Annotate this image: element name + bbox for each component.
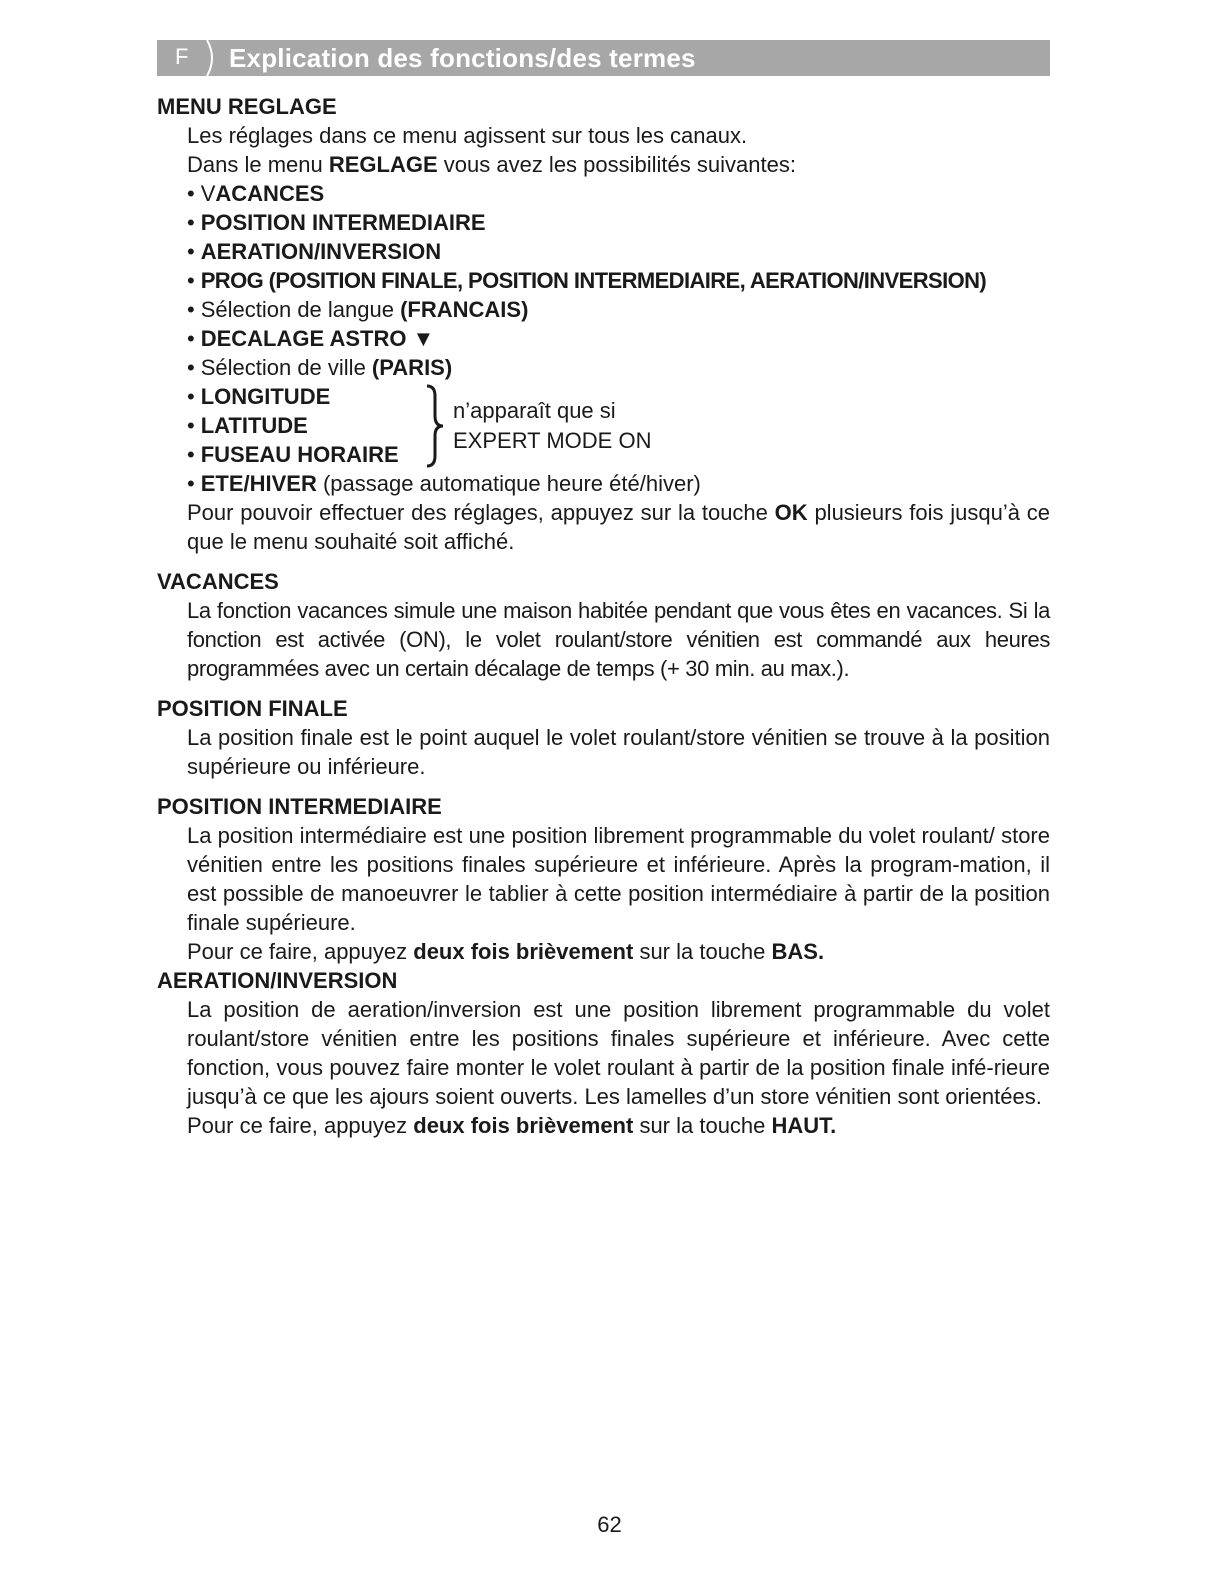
list-item: • VACANCES <box>187 181 325 206</box>
position-intermediaire-text: La position intermédiaire est une position librement programmable du volet roulant/ store vénitien entre les positions finales supérieure et inférieure. Après la program-mation, il est possible de manoeuvrer le tablier à cette position intermédiaire à partir de la position finale supérieure. <box>187 823 1050 935</box>
section-menu-reglage <box>157 92 1050 556</box>
section-position-intermediaire <box>157 792 1050 966</box>
position-intermediaire-note: Pour ce faire, appuyez deux fois brièvement sur la touche BAS. <box>187 939 825 964</box>
language-badge-letter: F <box>175 44 189 69</box>
aeration-inversion-note: Pour ce faire, appuyez deux fois brièvement sur la touche HAUT. <box>187 1113 837 1138</box>
list-item: • Sélection de langue (FRANCAIS) <box>187 297 529 322</box>
list-item: • Sélection de ville (PARIS) <box>187 355 453 380</box>
menu-reglage-line1: Les réglages dans ce menu agissent sur tous les canaux. <box>187 123 748 148</box>
section-header <box>157 40 1050 76</box>
aeration-inversion-text: La position de aeration/inversion est une position librement programmable du volet roulant/store vénitien entre les positions finales supérieure et inférieure. Avec cette fonction, vous pouvez faire monter le volet roulant à partir de la position finale infé-rieure jusqu’à ce que les ajours soient ouverts. Les lamelles d’un store vénitien sont orientées. <box>187 997 1050 1109</box>
position-finale-text: La position finale est le point auquel le volet roulant/store vénitien se trouve à la position supérieure ou inférieure. <box>187 725 1050 779</box>
list-item: • DECALAGE ASTRO ▼ <box>187 326 435 351</box>
heading-position-intermediaire: POSITION INTERMEDIAIRE <box>157 794 442 819</box>
options-list-end <box>187 469 1050 498</box>
list-item: • POSITION INTERMEDIAIRE <box>187 210 486 235</box>
heading-menu-reglage: MENU REGLAGE <box>157 94 337 119</box>
heading-aeration-inversion: AERATION/INVERSION <box>157 968 398 993</box>
menu-reglage-line2: Dans le menu REGLAGE vous avez les possibilités suivantes: <box>187 152 796 177</box>
list-item: • FUSEAU HORAIRE <box>187 442 399 467</box>
list-item: • PROG (POSITION FINALE, POSITION INTERMEDIAIRE, AERATION/INVERSION) <box>187 268 987 293</box>
options-list <box>187 179 1050 382</box>
section-position-finale <box>157 694 1050 781</box>
expert-options-list <box>187 382 399 469</box>
section-aeration-inversion <box>157 966 1050 1140</box>
page-number: 62 <box>597 1512 622 1537</box>
section-vacances <box>157 567 1050 683</box>
list-item: • LATITUDE <box>187 413 308 438</box>
list-item: • AERATION/INVERSION <box>187 239 442 264</box>
list-item: • ETE/HIVER (passage automatique heure été/hiver) <box>187 471 701 496</box>
expert-mode-note: n’apparaît que si EXPERT MODE ON <box>453 398 652 453</box>
badge-divider-curve <box>205 40 219 76</box>
right-brace-icon <box>423 384 445 468</box>
heading-position-finale: POSITION FINALE <box>157 696 348 721</box>
language-badge <box>157 40 215 76</box>
expert-mode-group <box>187 382 1050 469</box>
vacances-text: La fonction vacances simule une maison habitée pendant que vous êtes en vacances. Si la fonction est activée (ON), le volet roulant/store vénitien est commandé aux heures programmées avec un certain décalage de temps (+ 30 min. au max.). <box>187 598 1050 681</box>
menu-reglage-closing: Pour pouvoir effectuer des réglages, appuyez sur la touche OK plusieurs fois jusqu’à ce que le menu souhaité soit affiché. <box>187 500 1050 554</box>
document-body <box>157 92 1050 1151</box>
heading-vacances: VACANCES <box>157 569 279 594</box>
page-title: Explication des fonctions/des termes <box>229 43 696 73</box>
list-item: • LONGITUDE <box>187 384 331 409</box>
